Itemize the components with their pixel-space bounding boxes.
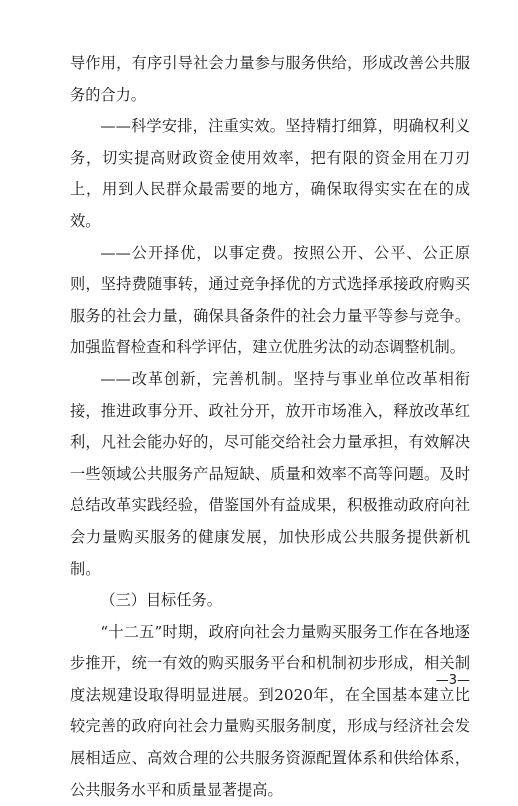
paragraph-5: “十二五”时期，政府向社会力量购买服务工作在各地逐步推开，统一有效的购买服务平台和机制初步形成，相关制度法规建设取得明显进展。到2020年，在全国基本建立比较完善的政府向社会力量购买服务制度，形成与经济社会发展相适应、高效合理的公共服务资源配置体系和供给体系，公共服务水平和质量显著提高。 xyxy=(70,622,470,799)
document-body xyxy=(70,48,470,806)
page-number: —3— xyxy=(435,673,470,688)
paragraph-1: 导作用，有序引导社会力量参与服务供给，形成改善公共服务的合力。 xyxy=(70,54,470,104)
paragraph-4: ——改革创新，完善机制。坚持与事业单位改革相衔接，推进政事分开、政社分开，放开市场准入，释放改革红利，凡社会能办好的，尽可能交给社会力量承担，有效解决一些领域公共服务产品短缺、质量和效率不高等问题。及时总结改革实践经验，借鉴国外有益成果，积极推动政府向社会力量购买服务的健康发展，加快形成公共服务提供新机制。 xyxy=(70,369,470,578)
paragraph-3: ——公开择优，以事定费。按照公开、公平、公正原则，坚持费随事转，通过竞争择优的方式选择承接政府购买服务的社会力量，确保具备条件的社会力量平等参与竞争。加强监督检查和科学评估，建立优胜劣汰的动态调整机制。 xyxy=(70,243,470,357)
section-heading: （三）目标任务。 xyxy=(100,591,222,610)
paragraph-2: ——科学安排，注重实效。坚持精打细算，明确权利义务，切实提高财政资金使用效率，把有限的资金用在刀刃上，用到人民群众最需要的地方，确保取得实实在在的成效。 xyxy=(70,117,470,230)
